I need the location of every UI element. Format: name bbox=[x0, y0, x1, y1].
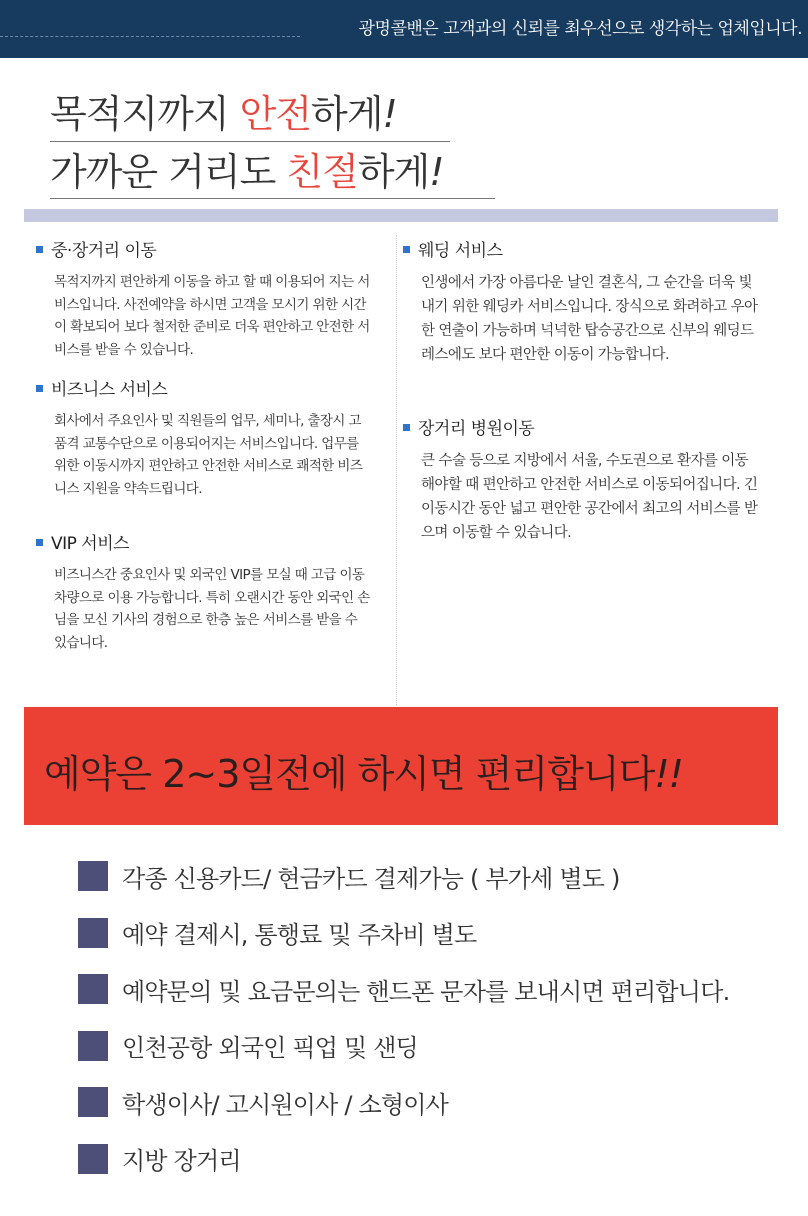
headline-1-highlight: 안전 bbox=[239, 92, 312, 136]
service-description: 비즈니스간 중요인사 및 외국인 VIP를 모실 때 고급 이동차량으로 이용 가능합니다. 특히 오랜시간 동안 외국인 손님을 모신 기사의 경험으로 한층 높은 서비스를 받을 수 있습니다. bbox=[54, 567, 370, 651]
square-bullet-icon bbox=[78, 1087, 108, 1117]
service-title bbox=[36, 529, 381, 554]
headline-2-suffix: 하게 bbox=[357, 150, 430, 194]
service-description: 인생에서 가장 아름다운 날인 결혼식, 그 순간을 더욱 빛내기 위한 웨딩카 서비스입니다. 장식으로 화려하고 우아한 연출이 가능하며 넉넉한 탑승공간으로 신부의 웨딩드레스에도 보다 편안한 이동이 가능합니다. bbox=[421, 275, 758, 363]
column-divider bbox=[396, 235, 397, 705]
service-hospital-transfer bbox=[403, 414, 758, 545]
headline-2-highlight: 친절 bbox=[286, 150, 358, 194]
headline-2-text: 가까운 거리도 bbox=[50, 150, 287, 194]
info-item-text: 예약 결제시, 통행료 및 주차비 별도 bbox=[122, 921, 477, 950]
section-divider-bar bbox=[24, 209, 778, 222]
headline-1-suffix: 하게 bbox=[311, 92, 383, 136]
headline-2-underline bbox=[50, 198, 495, 199]
service-description: 목적지까지 편안하게 이동을 하고 할 때 이용되어 지는 서비스입니다. 사전예약을 하시면 고객을 모시기 위한 시간이 확보되어 보다 철저한 준비로 더욱 편안하고 안전한 서비스를 받을 수 있습니다. bbox=[54, 274, 370, 358]
info-item-text: 각종 신용카드/ 현금카드 결제가능 ( 부가세 별도 ) bbox=[122, 864, 620, 893]
info-item-text: 예약문의 및 요금문의는 핸드폰 문자를 보내시면 편리합니다. bbox=[122, 977, 730, 1006]
bullet-square-icon bbox=[36, 385, 43, 392]
service-title-text: 중·장거리 이동 bbox=[51, 241, 157, 261]
top-banner-slogan: 광명콜밴은 고객과의 신뢰를 최우선으로 생각하는 업체입니다. bbox=[358, 19, 802, 39]
service-long-distance bbox=[36, 236, 381, 361]
service-title bbox=[36, 236, 381, 261]
bullet-square-icon bbox=[36, 539, 43, 546]
square-bullet-icon bbox=[78, 974, 108, 1004]
service-title bbox=[403, 414, 748, 439]
reservation-banner-exclaim: !! bbox=[654, 752, 683, 796]
service-description: 큰 수술 등으로 지방에서 서울, 수도권으로 환자를 이동해야할 때 편안하고 안전한 서비스로 이동되어집니다. 긴 이동시간 동안 넓고 편안한 공간에서 최고의 서비스를 받으며 이동할 수 있습니다. bbox=[421, 453, 758, 541]
info-item-text: 지방 장거리 bbox=[122, 1147, 241, 1176]
service-title-text: VIP 서비스 bbox=[51, 534, 130, 554]
square-bullet-icon bbox=[78, 1144, 108, 1174]
service-title-text: 장거리 병원이동 bbox=[418, 419, 535, 439]
headline-2-exclaim: ! bbox=[429, 150, 444, 194]
bullet-square-icon bbox=[36, 246, 43, 253]
bullet-square-icon bbox=[403, 246, 410, 253]
service-title-text: 비즈니스 서비스 bbox=[51, 380, 168, 400]
info-item bbox=[78, 1131, 729, 1188]
info-item bbox=[78, 961, 729, 1018]
info-item bbox=[78, 905, 729, 962]
headline-1-exclaim: ! bbox=[382, 92, 397, 136]
bullet-square-icon bbox=[403, 424, 410, 431]
info-item-text: 학생이사/ 고시원이사 / 소형이사 bbox=[122, 1090, 449, 1119]
info-list bbox=[78, 848, 729, 1187]
top-banner bbox=[0, 0, 808, 58]
service-vip bbox=[36, 529, 381, 654]
reservation-banner bbox=[24, 707, 778, 825]
reservation-banner-text bbox=[44, 743, 683, 798]
service-title bbox=[403, 236, 748, 261]
service-title-text: 웨딩 서비스 bbox=[418, 241, 503, 261]
info-item bbox=[78, 1074, 729, 1131]
reservation-banner-message: 예약은 2~3일전에 하시면 편리합니다 bbox=[44, 752, 655, 796]
info-item-text: 인천공항 외국인 픽업 및 샌딩 bbox=[122, 1034, 418, 1063]
info-item bbox=[78, 848, 729, 905]
square-bullet-icon bbox=[78, 861, 108, 891]
headline-1-text: 목적지까지 bbox=[50, 92, 240, 136]
headline-line-2 bbox=[50, 150, 444, 194]
square-bullet-icon bbox=[78, 1031, 108, 1061]
service-title bbox=[36, 375, 381, 400]
headline-line-1 bbox=[50, 92, 397, 136]
info-item bbox=[78, 1018, 729, 1075]
top-banner-dashed-line bbox=[0, 36, 300, 37]
headline-1-underline bbox=[50, 141, 450, 142]
service-description: 회사에서 주요인사 및 직원들의 업무, 세미나, 출장시 고품격 교통수단으로 이용되어지는 서비스입니다. 업무를 위한 이동시까지 편안하고 안전한 서비스로 쾌적한 비즈니스 지원을 약속드립니다. bbox=[54, 413, 363, 497]
square-bullet-icon bbox=[78, 918, 108, 948]
service-wedding bbox=[403, 236, 758, 367]
service-business bbox=[36, 375, 381, 500]
